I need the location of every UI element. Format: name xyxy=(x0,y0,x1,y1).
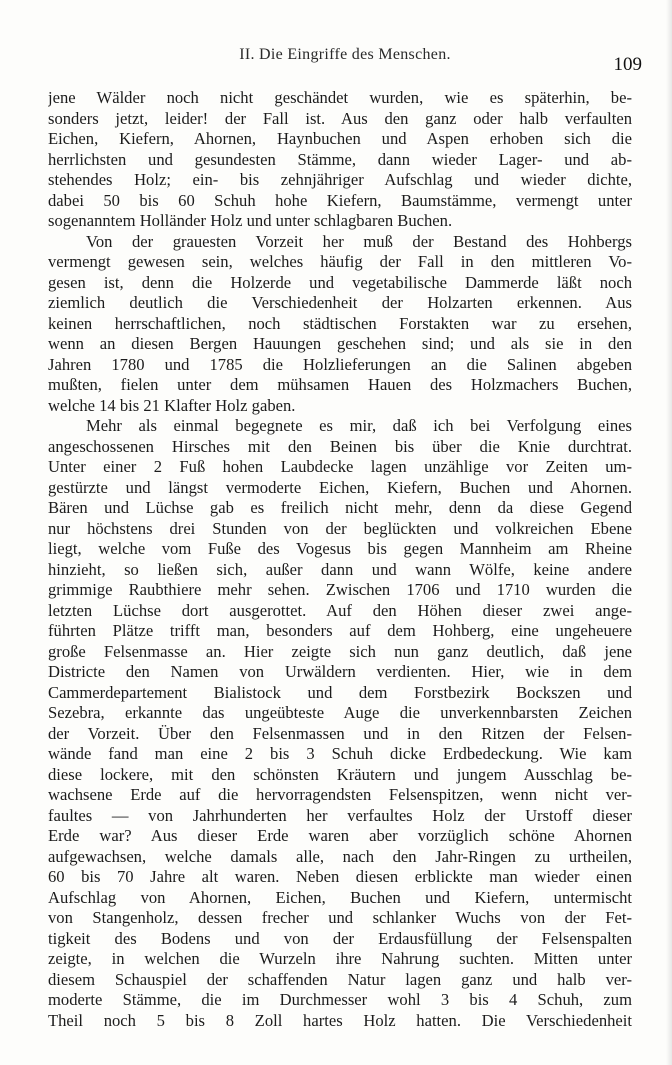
text-line: Eichen, Kiefern, Ahornen, Haynbuchen und Aspen erhoben sich die xyxy=(48,129,632,148)
text-line: 60 bis 70 Jahre alt waren. Neben diesen erblickte man wieder einen xyxy=(48,867,632,886)
text-line: stehendes Holz; ein- bis zehnjähriger Aufschlag und wieder dichte, xyxy=(48,170,632,189)
text-line: sogenanntem Holländer Holz und unter schlagbaren Buchen. xyxy=(48,211,453,230)
text-line: mußten, fielen unter dem mühsamen Hauen des Holzmachers Buchen, xyxy=(48,375,632,394)
text-line: Theil noch 5 bis 8 Zoll hartes Holz hatten. Die Verschiedenheit xyxy=(48,1010,632,1030)
text-line: letzten Lüchse dort ausgerottet. Auf den Höhen dieser zwei ange- xyxy=(48,600,632,620)
text-line: wände fand man eine 2 bis 3 Schuh dicke Erdbedeckung. Wie kam xyxy=(48,744,632,763)
text-line: liegt, welche vom Fuße des Vogesus bis gegen Mannheim am Rheine xyxy=(48,539,632,558)
text-line: sonders jetzt, leider! der Fall ist. Aus den ganz oder halb verfaulten xyxy=(48,108,632,128)
text-line: grimmige Raubthiere mehr sehen. Zwischen 1706 und 1710 wurden die xyxy=(48,580,632,599)
text-line: diesem Schauspiel der schaffenden Natur lagen ganz und halb ver- xyxy=(48,969,632,989)
text-line: gestürzte und längst vermoderte Eichen, Kiefern, Buchen und Ahornen. xyxy=(48,477,632,497)
text-line: angeschossenen Hirsches mit den Beinen bis über die Knie durchtrat. xyxy=(48,436,632,456)
text-line: Cammerdepartement Bialistock und dem Forstbezirk Bockszen und xyxy=(48,682,632,702)
text-line: Bären und Lüchse gab es freilich nicht mehr, denn da diese Gegend xyxy=(48,498,632,517)
text-line: keinen herrschaftlichen, noch städtischen Forstakten war zu ersehen, xyxy=(48,313,632,333)
text-line: Aufschlag von Ahornen, Eichen, Buchen und Kiefern, untermischt xyxy=(48,887,632,907)
text-line: moderte Stämme, die im Durchmesser wohl 3 bis 4 Schuh, zum xyxy=(48,990,632,1009)
text-line: ziemlich deutlich die Verschiedenheit der Holzarten erkennen. Aus xyxy=(48,293,632,312)
text-line: Sezebra, erkannte das ungeübteste Auge die unverkennbarsten Zeichen xyxy=(48,703,632,722)
text-line: Erde war? Aus dieser Erde waren aber vorzüglich schöne Ahornen xyxy=(48,826,632,845)
text-line: große Felsenmasse an. Hier zeigte sich nun ganz deutlich, daß jene xyxy=(48,641,632,661)
text-line: dabei 50 bis 60 Schuh hohe Kiefern, Baumstämme, vermengt unter xyxy=(48,190,632,210)
text-line: aufgewachsen, welche damals alle, nach den Jahr-Ringen zu urtheilen, xyxy=(48,846,632,866)
text-line: gesen ist, denn die Holzerde und vegetabilische Dammerde läßt noch xyxy=(48,272,632,292)
text-line: Mehr als einmal begegnete es mir, daß ich bei Verfolgung eines xyxy=(86,416,632,435)
text-line: jene Wälder noch nicht geschändet wurden, wie es späterhin, be- xyxy=(48,88,632,107)
text-line: führten Plätze trifft man, besonders auf dem Hohberg, eine ungeheuere xyxy=(48,621,632,640)
body-text xyxy=(48,88,632,1031)
text-line: vermengt gewesen sein, welches häufig der Fall in den mittleren Vo- xyxy=(48,252,632,271)
text-line: Districte den Namen von Urwäldern verdienten. Hier, wie in dem xyxy=(48,662,632,681)
text-line: tigkeit des Bodens und von der Erdausfüllung der Felsenspalten xyxy=(48,928,632,948)
text-line: herrlichsten und gesundesten Stämme, dann wieder Lager- und ab- xyxy=(48,149,632,169)
text-line: von Stangenholz, dessen frecher und schlanker Wuchs von der Fet- xyxy=(48,908,632,927)
text-line: nur höchstens drei Stunden von der beglückten und volkreichen Ebene xyxy=(48,518,632,538)
text-line: Von der grauesten Vorzeit her muß der Bestand des Hohbergs xyxy=(86,231,632,251)
page-number: 109 xyxy=(613,54,642,75)
text-line: wenn an diesen Bergen Hauungen geschehen sind; und als sie in den xyxy=(48,334,632,353)
text-line: hinzieht, so ließen sich, außer dann und wann Wölfe, keine andere xyxy=(48,559,632,579)
text-line: diese lockere, mit den schönsten Kräutern und jungem Ausschlag be- xyxy=(48,764,632,784)
page-edge-shadow xyxy=(666,0,672,1065)
text-line: welche 14 bis 21 Klafter Holz gaben. xyxy=(48,395,296,415)
text-line: der Vorzeit. Über den Felsenmassen und in den Ritzen der Felsen- xyxy=(48,723,632,743)
text-line: zeigte, in welchen die Wurzeln ihre Nahrung suchten. Mitten unter xyxy=(48,949,632,968)
text-line: Unter einer 2 Fuß hohen Laubdecke lagen unzählige vor Zeiten um- xyxy=(48,457,632,476)
text-line: Jahren 1780 und 1785 die Holzlieferungen an die Salinen abgeben xyxy=(48,354,632,374)
text-line: faultes — von Jahrhunderten her verfaultes Holz der Urstoff dieser xyxy=(48,805,632,825)
running-head: II. Die Eingriffe des Menschen. xyxy=(239,46,451,63)
text-line: wachsene Erde auf die hervorragendsten Felsenspitzen, wenn nicht ver- xyxy=(48,785,632,804)
